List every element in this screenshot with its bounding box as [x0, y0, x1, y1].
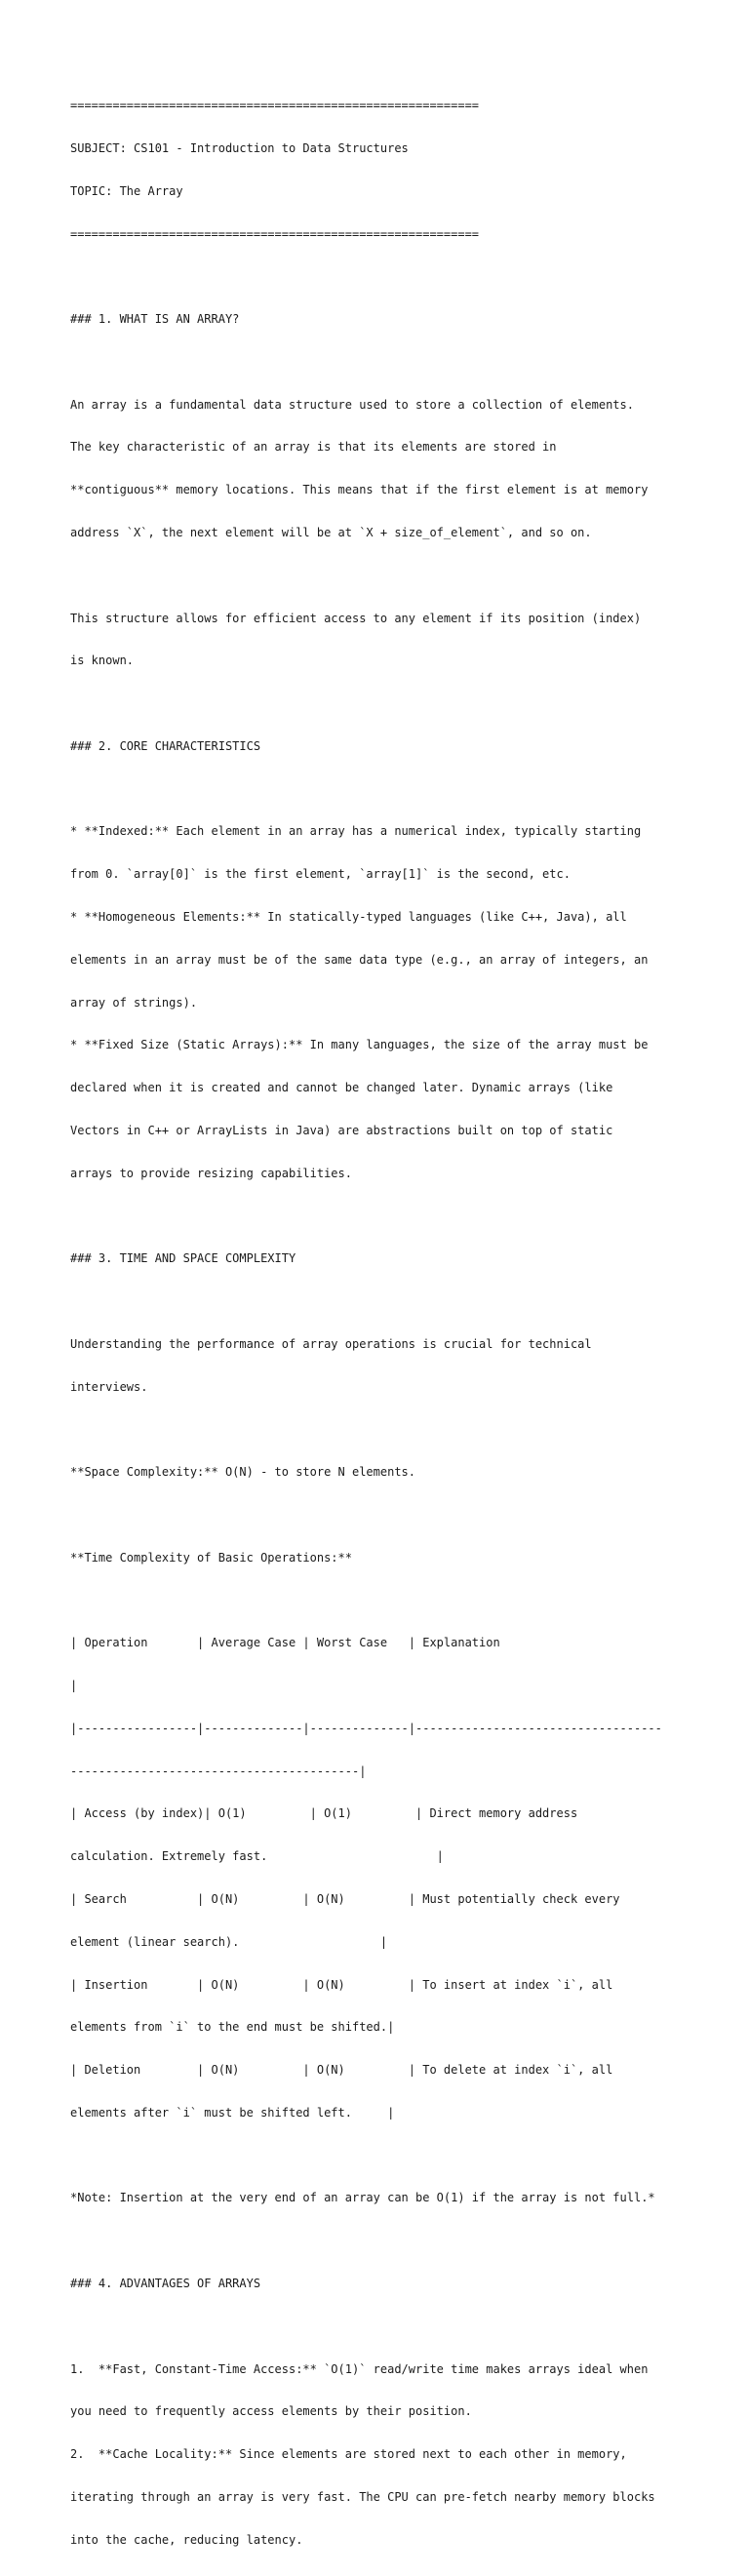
table-separator-row: |-----------------|--------------|--------------|----------------------------------- — [70, 1721, 662, 1735]
section-2-heading: ### 2. CORE CHARACTERISTICS — [70, 738, 261, 753]
bullet-line: elements in an array must be of the same data type (e.g., an array of integers, an — [70, 952, 649, 967]
paragraph-line: is known. — [70, 654, 135, 668]
header-rule-top: ========================================================== — [70, 99, 480, 113]
blank-line — [70, 569, 685, 583]
list-item-line: into the cache, reducing latency. — [70, 2532, 303, 2547]
blank-line — [70, 1209, 685, 1224]
note-line: *Note: Insertion at the very end of an array can be O(1) if the array is not full.* — [70, 2191, 655, 2205]
table-row: elements after `i` must be shifted left. | — [70, 2105, 395, 2120]
paragraph-line: This structure allows for efficient access to any element if its position (index) — [70, 611, 642, 625]
blank-line — [70, 1422, 685, 1437]
blank-line — [70, 355, 685, 370]
bullet-line: Vectors in C++ or ArrayLists in Java) are abstractions built on top of static — [70, 1123, 613, 1137]
paragraph-line: An array is a fundamental data structure used to store a collection of elements. — [70, 397, 634, 412]
table-row: | Insertion | O(N) | O(N) | To insert at index `i`, all — [70, 1977, 613, 1992]
table-header-row: | — [70, 1679, 78, 1693]
list-item-line: iterating through an array is very fast. The CPU can pre-fetch nearby memory blocks — [70, 2489, 655, 2504]
paragraph-line: **contiguous** memory locations. This means that if the first element is at memory — [70, 483, 649, 497]
blank-line — [70, 1294, 685, 1309]
paragraph-line: interviews. — [70, 1379, 148, 1394]
section-1-heading: ### 1. WHAT IS AN ARRAY? — [70, 312, 240, 327]
blank-line — [70, 269, 685, 284]
bullet-line: array of strings). — [70, 995, 198, 1010]
list-item-line: you need to frequently access elements by their position. — [70, 2404, 472, 2419]
bullet-line: from 0. `array[0]` is the first element, `array[1]` is the second, etc. — [70, 867, 571, 882]
blank-line — [70, 2149, 685, 2163]
blank-line — [70, 1508, 685, 1523]
topic-line: TOPIC: The Array — [70, 183, 183, 198]
blank-line — [70, 2319, 685, 2334]
bullet-line: * **Indexed:** Each element in an array has a numerical index, typically starting — [70, 824, 642, 839]
bullet-line: arrays to provide resizing capabilities. — [70, 1166, 352, 1180]
table-separator-row: -----------------------------------------| — [70, 1764, 367, 1778]
table-row: | Search | O(N) | O(N) | Must potentially check every — [70, 1892, 620, 1906]
blank-line — [70, 782, 685, 797]
list-item-line: 2. **Cache Locality:** Since elements are stored next to each other in memory, — [70, 2447, 627, 2462]
subject-line: SUBJECT: CS101 - Introduction to Data Structures — [70, 140, 409, 155]
section-4-heading: ### 4. ADVANTAGES OF ARRAYS — [70, 2277, 261, 2291]
table-row: calculation. Extremely fast. | — [70, 1849, 444, 1864]
bullet-line: declared when it is created and cannot be changed later. Dynamic arrays (like — [70, 1081, 613, 1095]
blank-line — [70, 2234, 685, 2248]
table-row: | Deletion | O(N) | O(N) | To delete at index `i`, all — [70, 2063, 613, 2078]
blank-line — [70, 1594, 685, 1608]
table-header-row: | Operation | Average Case | Worst Case | Explanation — [70, 1636, 500, 1650]
space-complexity-line: **Space Complexity:** O(N) - to store N elements. — [70, 1465, 416, 1480]
bullet-line: * **Fixed Size (Static Arrays):** In many languages, the size of the array must be — [70, 1038, 649, 1052]
table-row: element (linear search). | — [70, 1934, 388, 1949]
paragraph-line: address `X`, the next element will be at `X + size_of_element`, and so on. — [70, 526, 592, 539]
table-row: | Access (by index)| O(1) | O(1) | Direct memory address — [70, 1806, 578, 1821]
bullet-line: * **Homogeneous Elements:** In statically-typed languages (like C++, Java), all — [70, 910, 627, 925]
table-row: elements from `i` to the end must be shifted.| — [70, 2020, 395, 2035]
blank-line — [70, 696, 685, 711]
list-item-line: 1. **Fast, Constant-Time Access:** `O(1)` read/write time makes arrays ideal when — [70, 2361, 649, 2376]
paragraph-line: The key characteristic of an array is that its elements are stored in — [70, 440, 557, 455]
header-rule-bottom: ========================================================== — [70, 226, 480, 241]
paragraph-line: Understanding the performance of array operations is crucial for technical — [70, 1336, 592, 1351]
document-text — [70, 70, 685, 2576]
time-complexity-heading: **Time Complexity of Basic Operations:** — [70, 1550, 352, 1565]
section-3-heading: ### 3. TIME AND SPACE COMPLEXITY — [70, 1251, 296, 1266]
